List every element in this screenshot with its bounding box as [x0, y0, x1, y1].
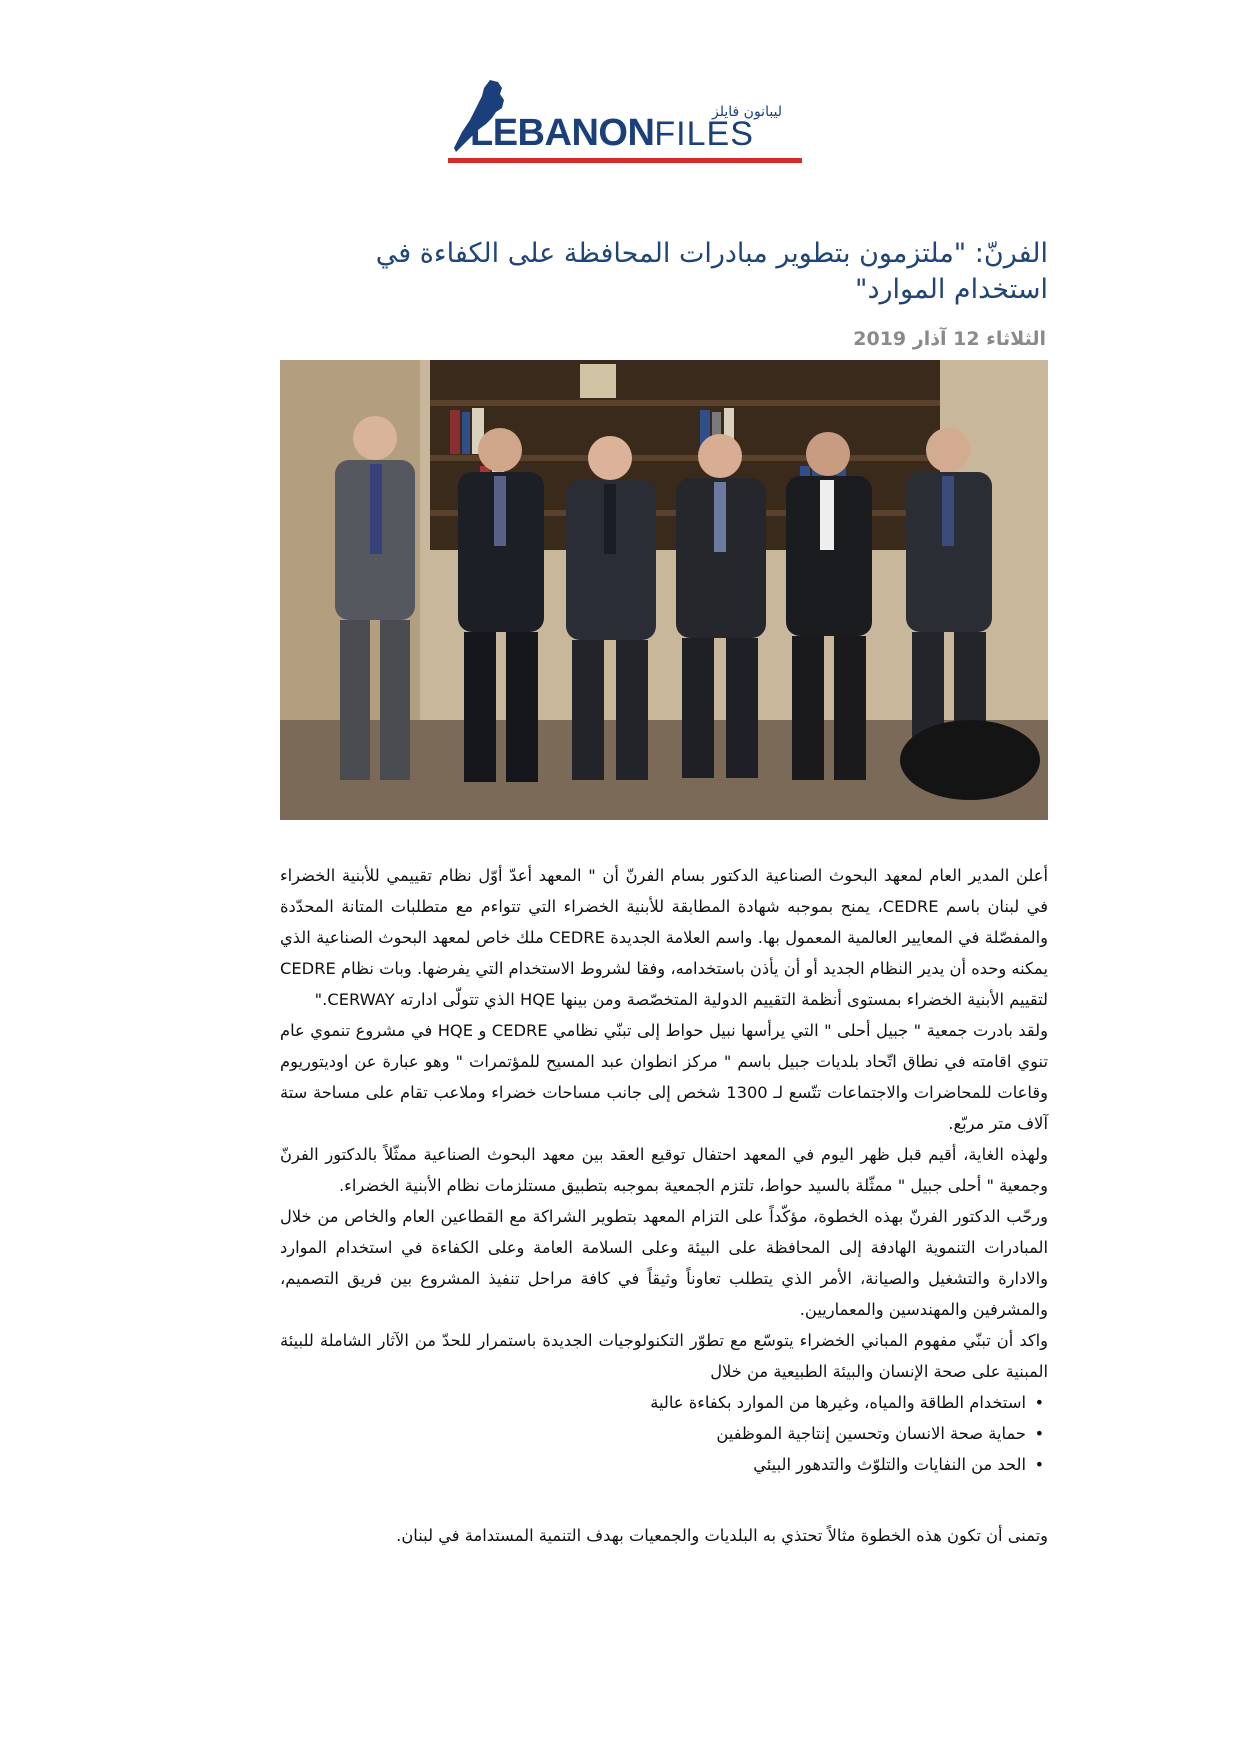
bullet-item: • الحد من النفايات والتلوّث والتدهور البيئي [280, 1449, 1026, 1480]
logo-brand-main: LEBANON [470, 112, 655, 154]
bullet-item: • استخدام الطاقة والمياه، وغيرها من الموارد بكفاءة عالية [280, 1387, 1026, 1418]
article-photo [280, 360, 1048, 820]
logo-arabic-text: ليبانون فايلز [712, 104, 783, 120]
article-body [280, 860, 1048, 1551]
bullet-list [280, 1387, 1048, 1480]
logo-underline [448, 158, 802, 163]
body-paragraph: ولقد بادرت جمعية " جبيل أحلى " التي يرأسها نبيل حواط إلى تبنّي نظامي CEDRE و HQE في مشروع تنموي عام تنوي اقامته في نطاق اتّحاد بلديات جبيل باسم " مركز انطوان عبد المسيح للمؤتمرات " وهو عبارة عن اوديتوريوم وقاعات للمحاضرات والاجتماعات تتّسع لـ 1300 شخص إلى جانب مساحات خضراء وملاعب تقام على مساحة ستة آلاف متر مربّع. [280, 1021, 1048, 1133]
group-photo-image [280, 360, 1048, 820]
spacer [280, 1480, 1048, 1520]
article-date: الثلاثاء 12 آذار 2019 [853, 328, 1046, 350]
article-title: الفرنّ: "ملتزمون بتطوير مبادرات المحافظة على الكفاءة في استخدام الموارد" [375, 238, 1048, 305]
body-paragraph: ولهذه الغاية، أقيم قبل ظهر اليوم في المعهد احتفال توقيع العقد بين معهد البحوث الصناعية ممثّلاً بالدكتور الفرنّ وجمعية " أحلى جبيل " ممثّلة بالسيد حواط، تلتزم الجمعية بموجبه بتطبيق مستلزمات نظام الأبنية الخضراء. [280, 1145, 1048, 1195]
body-paragraph: أعلن المدير العام لمعهد البحوث الصناعية الدكتور بسام الفرنّ أن " المعهد أعدّ أوّل نظام تقييمي للأبنية الخضراء في لبنان باسم CEDRE، يمنح بموجبه شهادة المطابقة للأبنية الخضراء التي تتواءم مع متطلبات المتانة المحدّدة والمفصّلة في المعايير العالمية المعمول بها. واسم العلامة الجديدة CEDRE ملك خاص لمعهد البحوث الصناعية الذي يمكنه وحده أن يدير النظام الجديد أو أن يأذن باستخدامه، وفقا لشروط الاستخدام التي يفرضها. وبات نظام CEDRE لتقييم الأبنية الخضراء بمستوى أنظمة التقييم الدولية المتخصّصة ومن بينها HQE الذي تتولّى ادارته CERWAY." [280, 866, 1048, 1009]
body-paragraph: واكد أن تبنّي مفهوم المباني الخضراء يتوسّع مع تطوّر التكنولوجيات الجديدة باستمرار للحدّ من الآثار الشاملة للبيئة المبنية على صحة الإنسان والبيئة الطبيعية من خلال [280, 1331, 1048, 1381]
site-logo[interactable] [448, 78, 804, 164]
logo-brand-sub: FILES [654, 115, 754, 153]
closing-paragraph: وتمنى أن تكون هذه الخطوة مثالاً تحتذي به البلديات والجمعيات بهدف التنمية المستدامة في لبنان. [396, 1526, 1048, 1545]
bullet-item: • حماية صحة الانسان وتحسين إنتاجية الموظفين [280, 1418, 1026, 1449]
body-paragraph: ورحّب الدكتور الفرنّ بهذه الخطوة، مؤكّداً على التزام المعهد بتطوير الشراكة مع القطاعين العام والخاص من خلال المبادرات التنموية الهادفة إلى المحافظة على البيئة وعلى السلامة العامة وعلى الكفاءة في استخدام الموارد والادارة والتشغيل والصيانة، الأمر الذي يتطلب تعاوناً وثيقاً في كافة مراحل تنفيذ المشروع بين فريق التصميم، والمشرفين والمهندسين والمعماريين. [280, 1207, 1048, 1319]
